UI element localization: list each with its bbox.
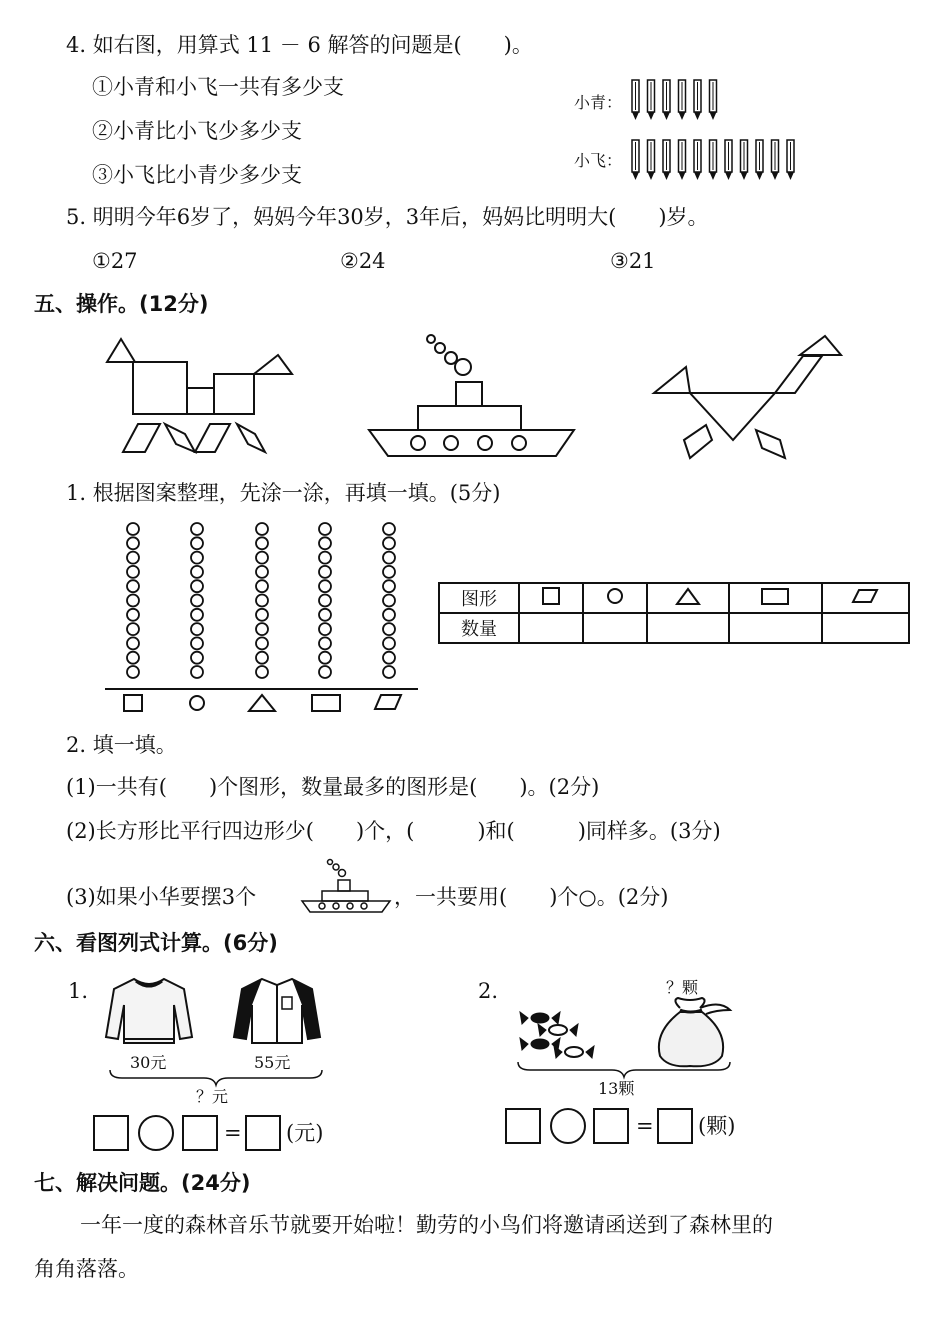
answer-box-2c[interactable]: [657, 1108, 693, 1144]
table-col-triangle: [647, 583, 728, 613]
column-1-circle[interactable]: [127, 623, 139, 635]
sec5-q2-1: (1)一共有( )个图形，数量最多的图形是( )。(2分): [66, 775, 600, 799]
column-1-circle[interactable]: [127, 637, 139, 649]
operator-circle-2[interactable]: [550, 1108, 586, 1144]
answer-box-1c[interactable]: [245, 1115, 281, 1151]
table-col-rectangle: [729, 583, 822, 613]
column-1-circle[interactable]: [127, 523, 139, 535]
story-line-2: 角角落落。: [34, 1257, 139, 1281]
column-3-circle[interactable]: [256, 623, 268, 635]
column-5-circle[interactable]: [383, 537, 395, 549]
column-label-triangle: [249, 695, 275, 711]
column-3-circle[interactable]: [256, 537, 268, 549]
column-5-circle[interactable]: [383, 637, 395, 649]
bag-icon: [650, 996, 736, 1068]
column-2-circle[interactable]: [191, 523, 203, 535]
column-4-circle[interactable]: [319, 580, 331, 592]
column-5-circle[interactable]: [383, 580, 395, 592]
column-5-circle[interactable]: [383, 652, 395, 664]
column-3-circle[interactable]: [256, 637, 268, 649]
unit-ke: (颗): [698, 1114, 736, 1138]
problem-2-number: 2.: [478, 979, 499, 1003]
column-1-circle[interactable]: [127, 666, 139, 678]
column-3-circle[interactable]: [256, 666, 268, 678]
label-xiaofei: 小飞：: [574, 151, 623, 170]
column-5-circle[interactable]: [383, 552, 395, 564]
total-unknown-yuan: ？元: [196, 1087, 229, 1106]
column-2-circle[interactable]: [191, 609, 203, 621]
table-col-square: [519, 583, 583, 613]
column-1-circle[interactable]: [127, 537, 139, 549]
column-2-circle[interactable]: [191, 652, 203, 664]
column-label-parallelogram: [375, 695, 401, 709]
column-2-circle[interactable]: [191, 552, 203, 564]
answer-box-1b[interactable]: [182, 1115, 218, 1151]
answer-cell-square[interactable]: [519, 613, 583, 643]
column-2-circle[interactable]: [191, 580, 203, 592]
column-4-circle[interactable]: [319, 666, 331, 678]
section-6-title: 六、看图列式计算。(6分): [34, 931, 278, 955]
table-row-label: 数量: [439, 613, 519, 643]
column-4-circle[interactable]: [319, 537, 331, 549]
column-2-circle[interactable]: [191, 537, 203, 549]
q5-stem: 5. 明明今年6岁了，妈妈今年30岁，3年后，妈妈比明明大( )岁。: [66, 205, 709, 229]
column-5-circle[interactable]: [383, 609, 395, 621]
column-2-circle[interactable]: [191, 666, 203, 678]
column-1-circle[interactable]: [127, 552, 139, 564]
answer-box-1a[interactable]: [93, 1115, 129, 1151]
total-candies: 13颗: [598, 1079, 635, 1098]
column-5-circle[interactable]: [383, 566, 395, 578]
answer-cell-parallelogram[interactable]: [822, 613, 909, 643]
column-1-circle[interactable]: [127, 566, 139, 578]
sec5-q2-2: (2)长方形比平行四边形少( )个，( )和( )同样多。(3分): [66, 819, 721, 843]
sec5-q1: 1. 根据图案整理，先涂一涂，再填一填。(5分): [66, 481, 501, 505]
column-5-circle[interactable]: [383, 666, 395, 678]
q4-stem: 4. 如右图，用算式 11 － 6 解答的问题是( )。: [66, 33, 533, 57]
column-5-circle[interactable]: [383, 623, 395, 635]
small-ship-icon: [300, 858, 392, 916]
column-2-circle[interactable]: [191, 595, 203, 607]
problem-1-number: 1.: [68, 979, 89, 1003]
table-header-label: 图形: [439, 583, 519, 613]
q5-option-2: ②24: [340, 249, 386, 273]
column-5-circle[interactable]: [383, 523, 395, 535]
answer-box-2b[interactable]: [593, 1108, 629, 1144]
answer-box-2a[interactable]: [505, 1108, 541, 1144]
equals-1: =: [224, 1121, 242, 1145]
jacket-icon: [232, 975, 322, 1047]
column-4-circle[interactable]: [319, 609, 331, 621]
column-4-circle[interactable]: [319, 595, 331, 607]
shape-count-table: [438, 582, 910, 644]
story-line-1: 一年一度的森林音乐节就要开始啦！勤劳的小鸟们将邀请函送到了森林里的: [80, 1213, 773, 1237]
column-4-circle[interactable]: [319, 566, 331, 578]
operator-circle-1[interactable]: [138, 1115, 174, 1151]
label-xiaoqing: 小青：: [574, 93, 623, 112]
sec5-q2-3b: ，一共要用( )个○。(2分): [394, 885, 669, 909]
column-1-circle[interactable]: [127, 609, 139, 621]
column-4-circle[interactable]: [319, 552, 331, 564]
column-2-circle[interactable]: [191, 566, 203, 578]
sec5-q2-3a: (3)如果小华要摆3个: [66, 885, 257, 909]
column-1-circle[interactable]: [127, 652, 139, 664]
sweater-icon: [104, 975, 194, 1047]
answer-cell-triangle[interactable]: [647, 613, 728, 643]
column-2-circle[interactable]: [191, 637, 203, 649]
answer-cell-rectangle[interactable]: [729, 613, 822, 643]
candies-icon: [518, 1006, 598, 1066]
q5-option-3: ③21: [610, 249, 656, 273]
column-label-circle: [190, 696, 204, 710]
unit-yuan: (元): [286, 1121, 324, 1145]
table-col-circle: [583, 583, 647, 613]
column-3-circle[interactable]: [256, 595, 268, 607]
bag-unknown-label: ？颗: [666, 978, 699, 997]
column-label-rectangle: [312, 695, 340, 711]
column-3-circle[interactable]: [256, 609, 268, 621]
column-label-square: [124, 695, 142, 711]
column-4-circle[interactable]: [319, 623, 331, 635]
q4-option-3: ③小飞比小青少多少支: [92, 163, 302, 187]
section-7-title: 七、解决问题。(24分): [34, 1171, 251, 1195]
column-4-circle[interactable]: [319, 637, 331, 649]
column-4-circle[interactable]: [319, 652, 331, 664]
sec5-q2: 2. 填一填。: [66, 733, 177, 757]
answer-cell-circle[interactable]: [583, 613, 647, 643]
column-4-circle[interactable]: [319, 523, 331, 535]
equals-2: =: [636, 1114, 654, 1138]
column-5-circle[interactable]: [383, 595, 395, 607]
column-3-circle[interactable]: [256, 652, 268, 664]
column-3-circle[interactable]: [256, 552, 268, 564]
table-col-parallelogram: [822, 583, 909, 613]
column-1-circle[interactable]: [127, 595, 139, 607]
column-3-circle[interactable]: [256, 566, 268, 578]
column-1-circle[interactable]: [127, 580, 139, 592]
price-jacket: 55元: [254, 1053, 291, 1072]
price-sweater: 30元: [130, 1053, 167, 1072]
section-5-title: 五、操作。(12分): [34, 292, 209, 316]
column-2-circle[interactable]: [191, 623, 203, 635]
q5-option-1: ①27: [92, 249, 138, 273]
column-3-circle[interactable]: [256, 523, 268, 535]
q4-option-1: ①小青和小飞一共有多少支: [92, 75, 344, 99]
q4-option-2: ②小青比小飞少多少支: [92, 119, 302, 143]
column-3-circle[interactable]: [256, 580, 268, 592]
